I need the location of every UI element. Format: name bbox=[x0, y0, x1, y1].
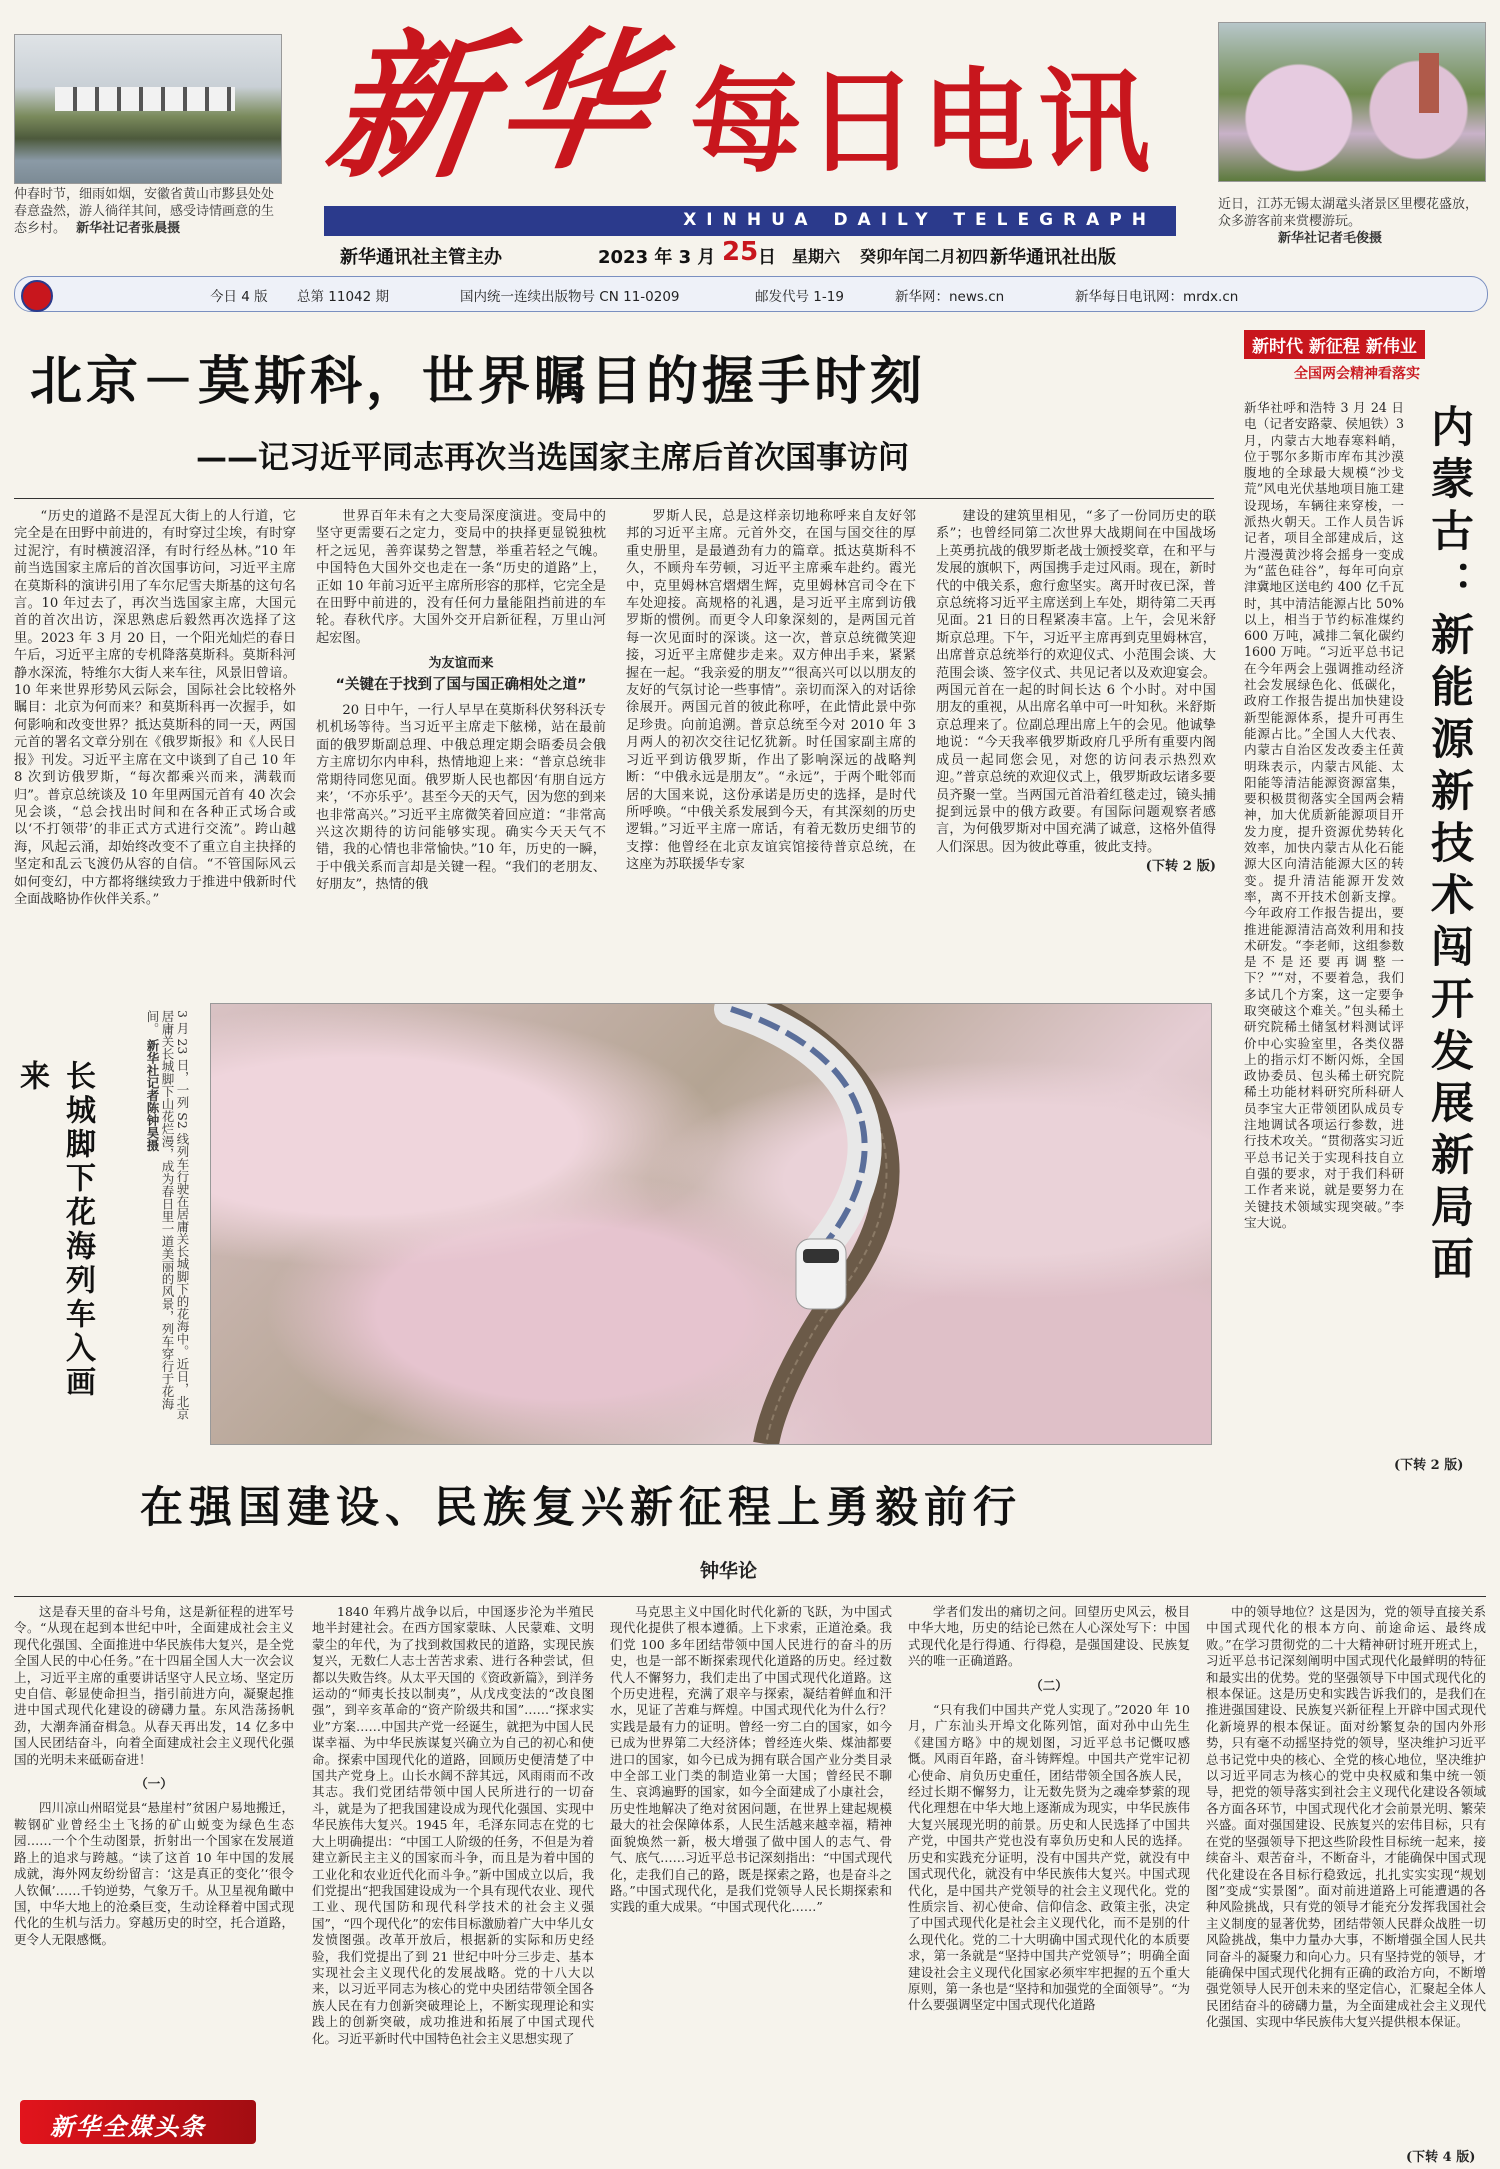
issue-postal: 邮发代号 1-19 bbox=[755, 289, 844, 305]
editorial-divider bbox=[14, 1596, 1486, 1597]
editorial-heading-1: （一） bbox=[135, 1776, 173, 1792]
lead-continued: (下转 2 版) bbox=[1145, 859, 1216, 875]
lead-column-2b-text: 20 日中午，一行人早早在莫斯科伏努科沃专机机场等待。当习近平主席走下舷梯，站在最前面的俄罗斯副总理、中俄总理定期会晤委员会俄方主席切尔内申科，热情地迎上来：“普京总统非常期待同您见面。俄罗斯人民也都因‘有朋自远方来’，‘不亦乐乎’。甚至今天的天气，因为您的到来也非常高兴。”习近平主席微笑着回应道：“非常高兴这次期待的访问能够实现。确实今天天气不错，我的心情也非常愉快。”10 年，历史的一瞬，于中俄关系而言却是关键一程。“我们的老朋友、好朋友”，热情的俄 bbox=[316, 703, 606, 893]
issue-pages: 今日 4 版 bbox=[210, 289, 268, 305]
lead-column-4 bbox=[936, 508, 1216, 1006]
train-photo bbox=[210, 1003, 1212, 1445]
issue-info-bar bbox=[14, 276, 1488, 312]
editorial-column-4-text: 学者们发出的痛切之问。回望历史风云，极目中华大地，历史的结论已然在人心深处写下：中国式现代化是行得通、行得稳，是强国建设、民族复兴的唯一正确道路。 bbox=[908, 1604, 1190, 1669]
masthead-info-row bbox=[330, 237, 1190, 270]
editorial-column-1 bbox=[14, 1604, 294, 2094]
editorial-column-4b-text: “只有我们中国共产党人实现了。”2020 年 10 月，广东汕头开埠文化陈列馆，面对孙中山先生《建国方略》中的规划图，习近平总书记慨叹感慨。风雨百年路，奋斗铸辉煌。中国共产党牢记初心使命、肩负历史重任，团结带领全国各族人民，经过长期不懈努力，让无数先贤为之魂牵梦萦的现代化理想在中华大地上逐渐成为现实，中华民族伟大复兴展现光明的前景。历史和人民选择了中国共产党，中国共产党也没有辜负历史和人民的选择。历史和实践充分证明，没有中国共产党，就没有中国式现代化，就没有中华民族伟大复兴。中国式现代化，是中国共产党领导的社会主义现代化。党的性质宗旨、初心使命、信仰信念、政策主张，决定了中国式现代化是社会主义现代化，而不是别的什么现代化。党的二十大明确中国式现代化的本质要求，第一条就是“坚持中国共产党领导”；明确全面建设社会主义现代化国家必须牢牢把握的五个重大原则，第一条也是“坚持和加强党的全面领导”。“为什么要强调坚定中国式现代化道路 bbox=[908, 1702, 1190, 2013]
corner-caption-right bbox=[1218, 196, 1484, 247]
editorial-column-3 bbox=[610, 1604, 892, 2159]
issue-cn-code: 国内统一连续出版物号 CN 11-0209 bbox=[460, 289, 680, 305]
xinhua-emblem-icon bbox=[21, 280, 53, 312]
lead-subtitle: ——记习近平同志再次当选国家主席后首次国事访问 bbox=[196, 440, 909, 476]
lead-column-4-text: 建设的建筑里相见，“多了一份同历史的联系”；也曾经同第二次世界大战期间在中国战场上英勇抗战的俄罗斯老战士颁授奖章，在和平与发展的旗帜下，两国携手走过风雨。现在，新时代的中俄关系，愈行愈坚实。离开时夜已深，普京总统将习近平主席送到上车处，期待第二天再见面。21 日的日程紧凑丰富。上午，会见米舒斯京总理。下午，习近平主席再到克里姆林宫，出席普京总统举行的欢迎仪式、小范围会谈、大范围会谈、签字仪式、共见记者以及欢迎宴会。两国元首在一起的时间长达 6 个小时。对中国朋友的重视，从出席名单中可一叶知秋。米舒斯京总理来了。位副总理出席上午的会见。他诚挚地说：“今天我率俄罗斯政府几乎所有重要内阁成员一起同您会见，对您的访问表示热烈欢迎。”普京总统的欢迎仪式上，俄罗斯政坛诸多要员齐聚一堂。当两国元首沿着红毯走过，镜头捕捉到远景中的俄方政要。有国际问题观察者感言，为何俄罗斯对中国充满了诚意，这格外值得人们深思。因为彼此尊重，彼此支持。 bbox=[936, 509, 1216, 855]
right-tag-line-2: 全国两会精神看落实 bbox=[1294, 366, 1420, 382]
masthead-date-suffix: 日 bbox=[758, 247, 776, 268]
editorial-headline: 在强国建设、民族复兴新征程上勇毅前行 bbox=[140, 1483, 1022, 1533]
right-story-text bbox=[1244, 400, 1404, 1460]
editorial-column-2-text: 1840 年鸦片战争以后，中国逐步沦为半殖民地半封建社会。在西方国家蒙昧、人民蒙难、文明蒙尘的年代，为了找到救国救民的道路，实现民族复兴，无数仁人志士苦苦求索、进行各种尝试，但都以失败告终。从太平天国的《资政新篇》，到洋务运动的“师夷长技以制夷”，从戊戌变法的“改良图强”，到辛亥革命的“资产阶级共和国”……“探求实业”方案……中国共产党一经诞生，就把为中国人民谋幸福、为中华民族谋复兴确立为自己的初心和使命。探索中国现代化的道路，回顾历史便清楚了中国共产党身上。山长水阔不辞其远，风雨雨而不改其志。我们党团结带领中国人民所进行的一切奋斗，就是为了把我国建设成为现代化强国、实现中华民族伟大复兴。1945 年，毛泽东同志在党的七大上明确提出：“中国工人阶级的任务，不但是为着建立新民主主义的国家而斗争，而且是为着中国的工业化和农业近代化而斗争。”新中国成立以后，我们党提出“把我国建设成为一个具有现代农业、现代工业、现代国防和现代科学技术的社会主义强国”，“四个现代化”的宏伟目标激励着广大中华儿女发愤图强。改革开放后，根据新的实际和历史经验，我们党提出了到 21 世纪中叶分三步走、基本实现社会主义现代化的发展战略。党的十八大以来，以习近平同志为核心的党中央团结带领全国各族人民在有力创新突破理论上，不断实现理论和实践上的创新突破，成功推进和拓展了中国式现代化。习近平新时代中国特色社会主义思想实现了 bbox=[312, 1604, 594, 2046]
lead-section-quote: “关键在于找到了国与国正确相处之道” bbox=[335, 676, 587, 693]
corner-photo-left bbox=[14, 34, 282, 184]
corner-credit-left: 新华社记者张晨摄 bbox=[76, 221, 181, 236]
lead-section-label: 为友谊而来 bbox=[428, 656, 494, 672]
masthead-english-bar bbox=[324, 206, 1176, 236]
editorial-continued: (下转 4 版) bbox=[1406, 2150, 1476, 2165]
lead-column-1-text: “历史的道路不是涅瓦大街上的人行道，它完全是在田野中前进的，有时穿过尘埃，有时穿过泥泞，有时横渡沼泽，有时行经丛林。”10 年前当选国家主席后的首次国事访问，习近平主席在莫斯科的演讲引用了车尔尼雪夫斯基的这句名言。10 年过去了，再次当选国家主席，大国元首的首次出访，深思熟虑后毅然再次选择了这里。2023 年 3 月 20 日，一个阳光灿烂的春日午后，习近平主席的专机降落莫斯科。莫斯科河静水深流，特维尔大街人来车往，风景旧曾谙。10 年来世界形势风云际会，国际社会比较格外瞩目：北京为何而来？和莫斯科再一次握手，如何影响和改变世界？抵达莫斯科的同一天，两国元首的署名文章分别在《俄罗斯报》和《人民日报》刊发。习近平主席在文中谈到了自己 10 年 8 次到访俄罗斯，“每次都乘兴而来，满载而归”。普京总统谈及 10 年里两国元首有 40 次会见会谈，“总会找出时间和在各种正式场合或以‘不打领带’的非正式方式进行交流”。跨山越海，风起云涌，却始终改变不了重立自主抉择的坚定和乱云飞渡仍从容的自信。“不管国际风云如何变幻，中方都将继续致力于推进中俄新时代全面战略协作伙伴关系。” bbox=[14, 509, 296, 907]
editorial-heading-2: （二） bbox=[1030, 1677, 1068, 1693]
masthead-date-day: 25 bbox=[722, 237, 759, 267]
editorial-column-1-text: 这是春天里的奋斗号角，这是新征程的进军号令。“从现在起到本世纪中叶，全面建成社会主义现代化强国、全面推进中华民族伟大复兴，是全党全国人民的中心任务。”在十四届全国人大一次会议上，习近平主席的重要讲话坚守人民立场、坚定历史自信、彰显使命担当，指引前进方向，凝聚起推进中国式现代化建设的磅礴力量。东风浩荡扬帆劲，大潮奔涌奋楫急。从春天再出发，14 亿多中国人民团结奋斗，向着全面建成社会主义现代化强国的光明未来砥砺奋进！ bbox=[14, 1604, 294, 1767]
right-story-headline: 内蒙古：新能源新技术闯开发展新局面 bbox=[1424, 404, 1474, 1288]
train-photo-credit: 新华社记者陈钟昊摄 bbox=[145, 1038, 160, 1152]
train-photo-title: 长城脚下花海列车入画来 bbox=[14, 1060, 95, 1400]
editorial-byline: 钟华论 bbox=[700, 1560, 758, 1582]
corner-photo-right bbox=[1218, 22, 1486, 182]
masthead-title: 每日电讯 bbox=[690, 58, 1154, 188]
right-tag-line-1: 新时代 新征程 新伟业 bbox=[1244, 330, 1425, 359]
masthead-weekday: 星期六 bbox=[792, 247, 841, 266]
train-photo-caption-text: 3 月 23 日，一列 S2 线列车行驶在居庸关长城脚下的花海中。近日，北京居庸关长城脚下山花烂漫，成为春日里一道美丽的风景，列车穿行于花海间。 bbox=[145, 1010, 190, 1421]
masthead-logo-char-2: 华 bbox=[487, 14, 663, 190]
issue-web-2: 新华每日电讯网：mrdx.cn bbox=[1075, 289, 1239, 305]
editorial-column-3-text: 马克思主义中国化时代化新的飞跃，为中国式现代化提供了根本遵循。上下求索，正道沧桑。我们党 100 多年团结带领中国人民进行的奋斗的历史，也是一部不断探索现代化道路的历史。经过数代人不懈努力，我们走出了中国式现代化道路。这个历史进程，充满了艰辛与探索，凝结着鲜血和汗水，见证了苦难与辉煌。中国式现代化为什么行？实践是最有力的证明。曾经一穷二白的国家，如今已成为世界第二大经济体；曾经连火柴、煤油都要进口的国家，如今已成为拥有联合国产业分类目录中全部工业门类的制造业第一大国；曾经民不聊生、哀鸿遍野的国家，如今全面建成了小康社会，历史性地解决了绝对贫困问题，在世界上建起规模最大的社会保障体系，人民生活越来越幸福，精神面貌焕然一新，极大增强了做中国人的志气、骨气、底气……习近平总书记深刻指出：“中国式现代化，走我们自己的路，既是探索之路，也是奋斗之路。”中国式现代化，是我们党领导人民长期探索和实践的重大成果。“中国式现代化……” bbox=[610, 1604, 892, 1915]
editorial-column-4 bbox=[908, 1604, 1190, 2159]
right-story-body: 新华社呼和浩特 3 月 24 日电（记者安路蒙、侯旭铁）3 月，内蒙古大地春寒料峭，位于鄂尔多斯市库布其沙漠腹地的全球最大规模“沙戈荒”风电光伏基地项目施工建设现场，车辆往来穿梭，一派热火朝天。工作人员告诉记者，项目全部建成后，这片漫漫黄沙将会摇身一变成为“蓝色硅谷”，每年可向京津冀地区送电约 400 亿千瓦时，其中清洁能源占比 50% 以上，相当于节约标准煤约 600 万吨，减排二氧化碳约 1600 万吨。“习近平总书记在今年两会上强调推动经济社会发展绿色化、低碳化，政府工作报告提出加快建设新型能源体系，提升可再生能源占比。”全国人大代表、内蒙古自治区发改委主任黄明珠表示，内蒙古风能、太阳能等清洁能源资源富集，要积极贯彻落实全国两会精神，加大优质新能源项目开发力度，提升资源优势转化效率，加快内蒙古从化石能源大区向清洁能源大区的转变。提升清洁能源开发效率，离不开技术创新支撑。今年政府工作报告提出，要推进能源清洁高效利用和技术研发。“李老师，这组参数是不是还要再调整一下？”“对，不要着急，我们多试几个方案，这一定要争取突破这个难关。”包头稀土研究院稀土储氢材料测试评价中心实验室里，各类仪器上的指示灯不断闪烁，全国政协委员、包头稀土研究院稀土功能材料研究所科研人员李宝大正带领团队成员专注地调试各项运行参数，进行技术攻关。“贯彻落实习近平总书记关于实现科技自立自强的要求，对于我们科研工作者来说，就是要努力在关键技术领域实现突破。”李宝大说。 bbox=[1244, 400, 1404, 1230]
editorial-column-1b-text: 四川凉山州昭觉县“悬崖村”贫困户易地搬迁，鞍钢矿业曾经尘土飞扬的矿山蜕变为绿色生态园……一个个生动图景，折射出一个国家在发展道路上的追求与跨越。“读了这首 10 年中国的发展成就，海外网友纷纷留言：‘这是真正的变化’‘很令人钦佩’……千钧逆势，气象万千。从卫星视角瞰中国，中华大地上的沧桑巨变，生动诠释着中国式现代化的生机与活力。穿越历史的时空，托合道路，更令人无限感慨。 bbox=[14, 1800, 294, 1947]
issue-web-1: 新华网：news.cn bbox=[895, 289, 1005, 305]
train-photo-caption bbox=[124, 1010, 190, 1430]
corner-caption-left-text: 仲春时节，细雨如烟，安徽省黄山市黟县处处春意盎然，游人徜徉其间，感受诗情画意的生态乡村。 bbox=[14, 187, 275, 236]
lead-column-3 bbox=[626, 508, 916, 1006]
lead-divider bbox=[14, 498, 1214, 499]
bottom-media-tag-label: 新华全媒头条 bbox=[50, 2113, 206, 2141]
right-tag bbox=[1244, 330, 1484, 390]
corner-credit-right: 新华社记者毛俊摄 bbox=[1278, 231, 1383, 246]
lead-column-2 bbox=[316, 508, 606, 1006]
masthead-date-prefix: 2023 年 3 月 bbox=[598, 247, 716, 268]
corner-caption-right-text: 近日，江苏无锡太湖鼋头渚景区里樱花盛放，众多游客前来赏樱游玩。 bbox=[1218, 197, 1479, 229]
lead-column-1 bbox=[14, 508, 296, 1006]
editorial-column-5 bbox=[1206, 1604, 1486, 2144]
lead-column-3-text: 罗斯人民，总是这样亲切地称呼来自友好邻邦的习近平主席。元首外交，在国与国交往的厚重史册里，是最遒劲有力的篇章。抵达莫斯科不久，不顾舟车劳顿，习近平主席乘车赴约。霞光中，克里姆林宫熠熠生辉，克里姆林宫司令在下车处迎接。高规格的礼遇，是习近平主席到访俄罗斯的惯例。而更令人印象深刻的，是两国元首每一次见面时的深谈。这一次，普京总统微笑迎接，习近平主席健步走来。双方伸出手来，紧紧握在一起。“我亲爱的朋友”“很高兴可以以朋友的友好的气氛讨论一些事情”。亲切而深入的对话徐徐展开。两国元首的彼此称呼，在此情此景中弥足珍贵。向前追溯。普京总统至今对 2010 年 3 月两人的初次交往记忆犹新。时任国家副主席的习近平到访俄罗斯，作出了影响深远的战略判断：“中俄永远是朋友”。“永远”，于两个毗邻而居的大国来说，这份承诺是历史的选择，是时代所呼唤。“中俄关系发展到今天，有其深刻的历史逻辑。”习近平主席一席话，有着无数历史细节的支撑：他曾经在北京友谊宾馆接待普京总统，在这座为苏联援华专家 bbox=[626, 509, 916, 873]
masthead-right-info: 新华通讯社出版 bbox=[990, 247, 1116, 268]
masthead-logo-char-1: 新 bbox=[317, 15, 502, 200]
editorial-column-2 bbox=[312, 1604, 594, 2159]
masthead-lunar: 癸卯年闰二月初四 bbox=[860, 247, 989, 266]
lead-headline: 北京－莫斯科，世界瞩目的握手时刻 bbox=[30, 352, 927, 412]
corner-caption-left bbox=[14, 186, 280, 237]
bottom-media-tag bbox=[20, 2100, 256, 2144]
right-story-more: (下转 2 版) bbox=[1394, 1458, 1464, 1473]
editorial-column-5-text: 中的领导地位？这是因为，党的领导直接关系中国式现代化的根本方向、前途命运、最终成败。”在学习贯彻党的二十大精神研讨班开班式上，习近平总书记深刻阐明中国式现代化最鲜明的特征和最实出的优势。党的坚强领导下中国式现代化的根本保证。这是历史和实践告诉我们的，是我们在推进强国建设、民族复兴新征程上开辟中国式现代化新境界的根本保证。面对纷繁复杂的国内外形势，只有毫不动摇坚持党的领导，坚决维护习近平总书记党中央的核心、全党的核心地位，坚决维护以习近平同志为核心的党中央权威和集中统一领导，把党的领导落实到社会主义现代化建设各领域各方面各环节，中国式现代化才会前景光明、繁荣兴盛。面对强国建设、民族复兴的宏伟目标，只有在党的坚强领导下把这些阶段性目标统一起来，接续奋斗、艰苦奋斗，不断奋斗，才能确保中国式现代化建设在各目标行稳致远，扎扎实实实现“规划图”变成“实景图”。面对前进道路上可能遭遇的各种风险挑战，只有党的领导才能充分发挥我国社会主义制度的显著优势，团结带领人民群众战胜一切风险挑战，集中力量办大事，不断增强全国人民共同奋斗的凝聚力和向心力。只有坚持党的领导，才能确保中国式现代化拥有正确的政治方向，不断增强党领导人民开创未来的坚定信心，汇聚起全体人民团结奋斗的磅礴力量，为全面建成社会主义现代化强国、实现中华民族伟大复兴提供根本保证。 bbox=[1206, 1604, 1486, 2030]
issue-number: 总第 11042 期 bbox=[297, 289, 390, 305]
masthead-logo bbox=[317, 14, 700, 218]
train-illustration bbox=[211, 1004, 1211, 1444]
masthead-left-info: 新华通讯社主管主办 bbox=[340, 247, 502, 268]
masthead-english: XINHUA DAILY TELEGRAPH bbox=[683, 210, 1156, 230]
lead-column-2-text: 世界百年未有之大变局深度演进。变局中的坚守更需要石之定力，变局中的抉择更显锐独枕杆之远见，善弈谋势之智慧，举重若轻之气魄。中国特色大国外交也走在一条“历史的道路”上，正如 10 年前习近平主席所形容的那样，它完全是在田野中前进的，没有任何力量能阻挡前进的车轮。春秋代序。大国外交开启新征程，万里山河起宏图。 bbox=[316, 509, 606, 646]
